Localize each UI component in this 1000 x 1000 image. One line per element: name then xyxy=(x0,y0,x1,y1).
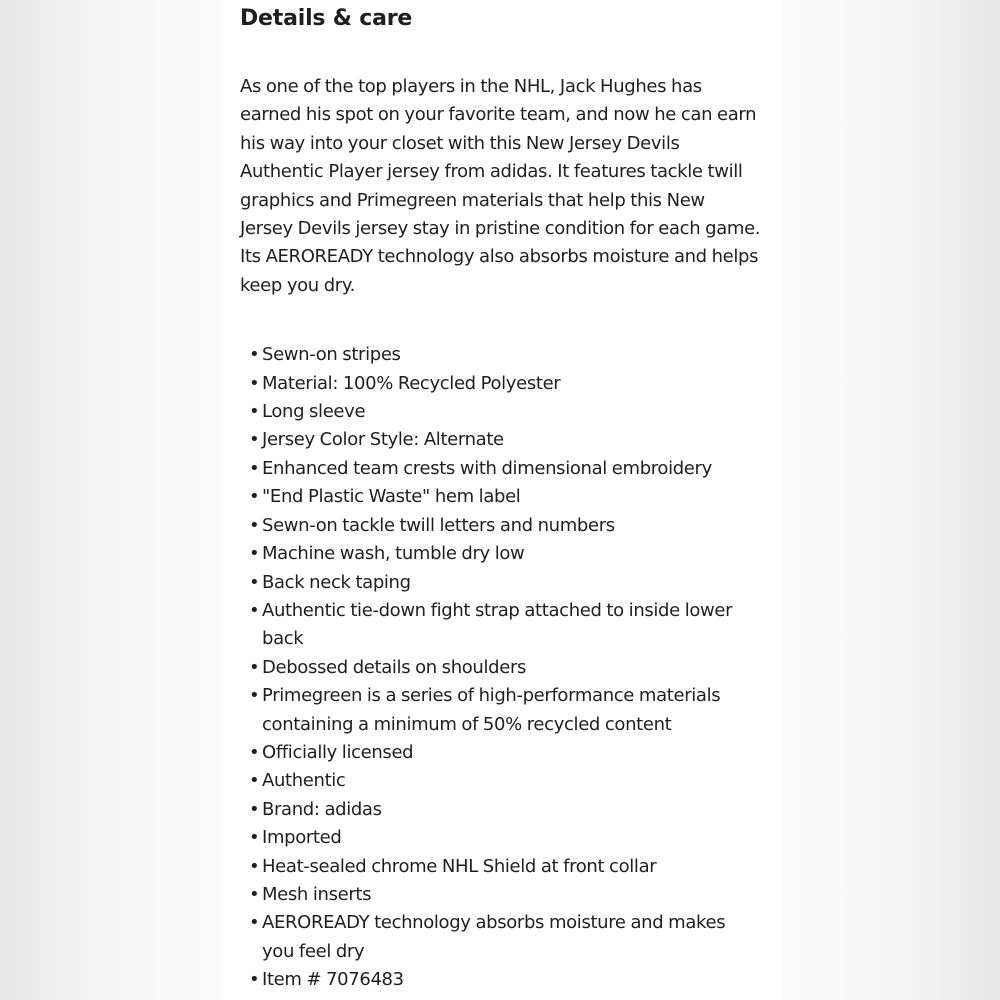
list-item: • Enhanced team crests with dimensional embroidery xyxy=(240,455,762,483)
list-item: • Authentic tie-down fight strap attached to inside lower back xyxy=(240,597,762,654)
feature-list xyxy=(240,341,762,994)
list-item: • Long sleeve xyxy=(240,398,762,426)
list-item: • AEROREADY technology absorbs moisture and makes you feel dry xyxy=(240,909,762,966)
list-item: • Back neck taping xyxy=(240,569,762,597)
list-item: • Sewn-on tackle twill letters and numbers xyxy=(240,512,762,540)
list-item: • Sewn-on stripes xyxy=(240,341,762,369)
list-item: • Mesh inserts xyxy=(240,881,762,909)
section-title: Details & care xyxy=(240,6,413,31)
list-item: • Machine wash, tumble dry low xyxy=(240,540,762,568)
list-item: • "End Plastic Waste" hem label xyxy=(240,483,762,511)
list-item: • Jersey Color Style: Alternate xyxy=(240,426,762,454)
details-panel xyxy=(220,0,782,1000)
list-item: • Authentic xyxy=(240,767,762,795)
product-description: As one of the top players in the NHL, Jack Hughes has earned his spot on your favorite team, and now he can earn his way into your closet with this New Jersey Devils Authentic Player jersey from adidas. It features tackle twill graphics and Primegreen materials that help this New Jersey Devils jersey stay in pristine condition for each game. Its AEROREADY technology also absorbs moisture and helps keep you dry. xyxy=(240,76,761,296)
list-item: • Debossed details on shoulders xyxy=(240,654,762,682)
list-item: • Brand: adidas xyxy=(240,796,762,824)
list-item: • Material: 100% Recycled Polyester xyxy=(240,370,762,398)
list-item: • Heat-sealed chrome NHL Shield at front collar xyxy=(240,853,762,881)
list-item: • Officially licensed xyxy=(240,739,762,767)
list-item: • Primegreen is a series of high-performance materials containing a minimum of 50% recycled content xyxy=(240,682,762,739)
list-item: • Imported xyxy=(240,824,762,852)
list-item: • Item # 7076483 xyxy=(240,966,762,994)
